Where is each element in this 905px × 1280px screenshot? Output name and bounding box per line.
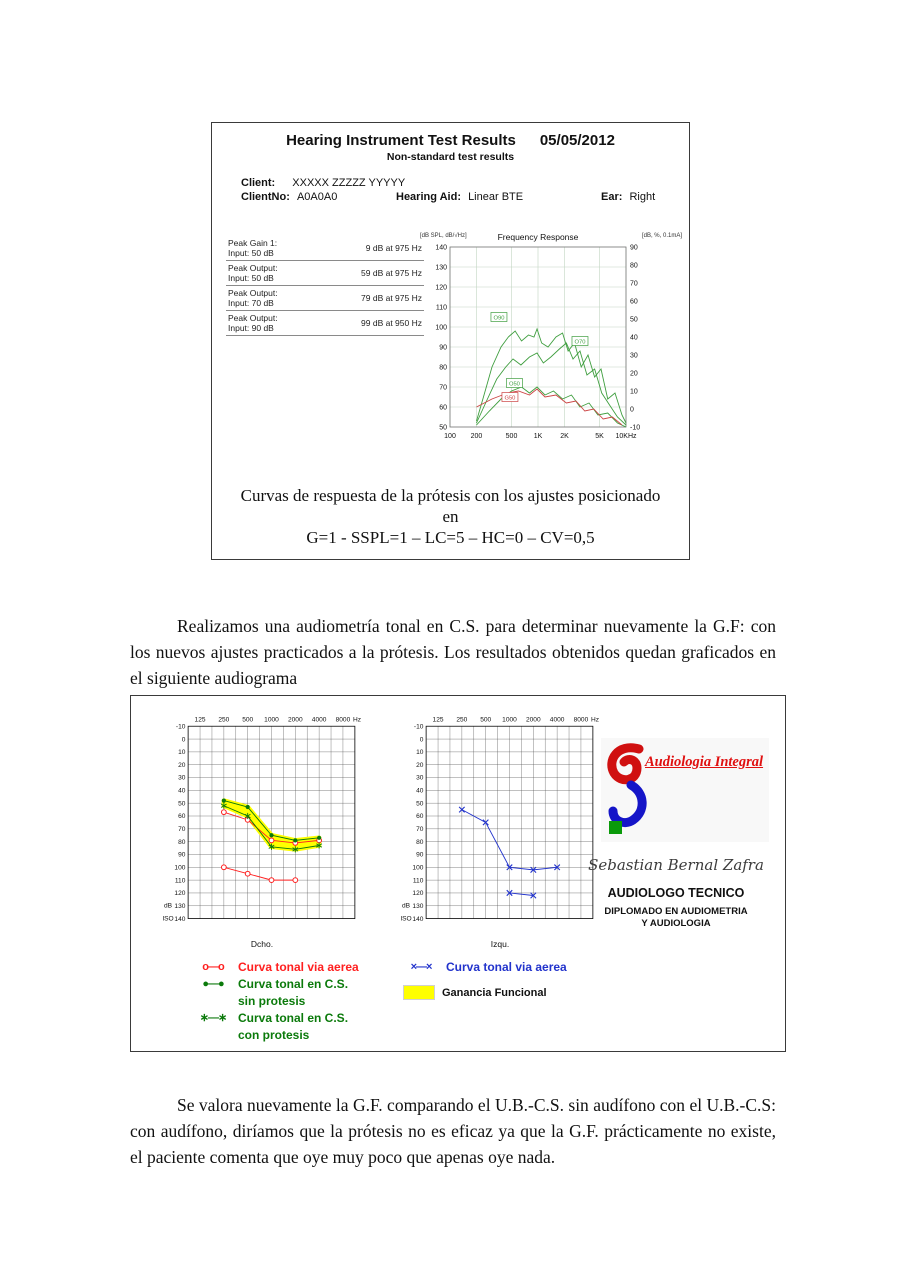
clientno-label: ClientNo: [241,191,290,203]
svg-text:[dB, %, 0.1mA]: [dB, %, 0.1mA] [641,233,682,239]
svg-text:140: 140 [174,915,186,923]
measurement-label: Peak Output: [228,313,278,323]
svg-text:1000: 1000 [502,716,517,724]
right-ear-caption: Dcho. [250,939,274,949]
svg-text:110: 110 [412,877,424,885]
svg-text:100: 100 [435,324,447,332]
svg-text:110: 110 [435,304,447,312]
paragraph-valoracion: Se valora nuevamente la G.F. comparando el U.B.-C.S. sin audífono con el U.B.-C.S: con audífono, diríamos que la prótesis no es eficaz ya que la G.F. prácticamente no existe, el paciente comenta que oye muy poco que apenas oye nada. [130,1095,776,1167]
svg-text:30: 30 [178,774,186,782]
hearing-aid-row [396,191,523,203]
svg-text:120: 120 [174,890,186,898]
legend-item-aerea-red [195,958,359,975]
svg-text:500: 500 [505,433,518,440]
svg-text:140: 140 [412,915,424,923]
caption-line: Curvas de respuesta de la prótesis con los ajustes posicionado [240,486,661,505]
svg-text:70: 70 [630,280,638,288]
svg-text:120: 120 [412,890,424,898]
legend-label: con protesis [238,1027,310,1042]
measurement-input: Input: 50 dB [228,273,274,283]
legend-item-cs-sin-line2 [195,992,359,1009]
measurement-row [226,311,424,336]
svg-text:110: 110 [174,877,186,885]
svg-text:30: 30 [630,352,638,360]
svg-text:130: 130 [412,902,424,910]
green-asterisk-marker-icon: ∗—∗ [199,1012,227,1024]
hearing-aid-value: Linear BTE [468,191,524,203]
legend-left-ear [403,958,567,1001]
svg-text:ISO: ISO [162,915,174,923]
svg-text:80: 80 [630,262,638,270]
svg-text:O90: O90 [493,315,505,322]
legend-item-cs-con-line2 [195,1026,359,1043]
measurement-label: Peak Gain 1: [228,238,278,248]
legend-label: Curva tonal via aerea [238,959,359,974]
svg-text:-10: -10 [630,424,641,432]
legend-label: Ganancia Funcional [442,986,547,999]
client-label: Client: [241,177,276,189]
svg-text:10: 10 [416,749,424,757]
legend-label: Curva tonal via aerea [446,959,567,974]
svg-text:60: 60 [439,404,447,412]
report-title: Hearing Instrument Test Results [286,132,516,149]
legend-item-cs-con [195,1009,359,1026]
svg-text:250: 250 [456,716,468,724]
legend-right-ear [195,958,359,1043]
svg-text:250: 250 [218,716,230,724]
measurement-input: Input: 70 dB [228,298,274,308]
report-title-row [212,132,689,149]
caption-line: G=1 - SSPL=1 – LC=5 – HC=0 – CV=0,5 [306,528,595,547]
svg-text:0: 0 [181,736,186,744]
svg-text:120: 120 [435,284,447,292]
audiologia-integral-logo [601,738,769,842]
svg-text:ISO: ISO [400,915,412,923]
diploma-line: Y AUDIOLOGIA [641,917,711,929]
clientno-row [241,191,337,203]
green-dot-marker-icon: ●—● [202,977,224,990]
svg-text:50: 50 [630,316,638,324]
svg-text:40: 40 [178,787,186,795]
measurement-input: Input: 50 dB [228,248,274,258]
client-row [241,177,405,189]
measurement-panel [226,236,424,336]
svg-text:dB: dB [401,902,411,910]
blue-x-marker-icon: ×—× [410,960,432,973]
svg-text:dB: dB [163,902,173,910]
measurement-label: Peak Output: [228,288,278,298]
svg-text:20: 20 [178,761,186,769]
clientno-value: A0A0A0 [296,191,338,203]
svg-text:140: 140 [435,244,447,252]
ear-row [601,191,655,203]
svg-text:10KHz: 10KHz [615,433,637,440]
report-subtitle: Non-standard test results [386,151,515,163]
diploma-line: DIPLOMADO EN AUDIOMETRIA [604,906,748,917]
svg-text:80: 80 [178,838,186,846]
report-caption [212,485,689,548]
ear-value: Right [629,191,656,203]
hearing-aid-label: Hearing Aid: [396,191,461,203]
legend-item-ganancia [403,984,567,1001]
audiogram-left-ear-chart [395,708,613,935]
audiogram-box [130,695,786,1052]
svg-text:60: 60 [416,813,424,821]
svg-text:80: 80 [416,838,424,846]
svg-text:60: 60 [630,298,638,306]
svg-text:-10: -10 [175,723,186,731]
svg-text:30: 30 [416,774,424,782]
svg-text:50: 50 [439,424,447,432]
hearing-test-report-box [211,122,690,560]
audiogram-right-ear-chart [157,708,375,935]
measurement-row [226,286,424,311]
svg-text:70: 70 [178,826,186,834]
svg-text:8000: 8000 [573,716,589,724]
svg-text:500: 500 [242,716,254,724]
svg-text:130: 130 [174,902,186,910]
svg-text:-10: -10 [413,723,424,731]
svg-text:1000: 1000 [264,716,279,724]
svg-text:0: 0 [419,736,424,744]
svg-text:90: 90 [439,344,447,352]
measurement-label: Peak Output: [228,263,278,273]
svg-text:80: 80 [439,364,447,372]
svg-text:100: 100 [412,864,424,872]
svg-text:O70: O70 [574,339,586,346]
client-value: XXXXX ZZZZZ YYYYY [292,177,406,189]
frequency-response-chart [420,229,682,444]
svg-text:130: 130 [435,264,447,272]
svg-text:G50: G50 [504,395,516,402]
yellow-swatch-icon [403,985,435,1000]
svg-text:50: 50 [178,800,186,808]
svg-text:0: 0 [630,406,634,414]
caption-line: en [442,507,459,526]
measurement-row [226,261,424,286]
svg-text:10: 10 [178,749,186,757]
report-date: 05/05/2012 [539,132,615,149]
logo-text: Audiologia Integral [645,754,764,770]
svg-text:4000: 4000 [549,716,565,724]
svg-text:2K: 2K [560,433,569,440]
legend-label: Curva tonal en C.S. [238,1010,349,1025]
measurement-value: 9 dB at 975 Hz [365,243,422,253]
measurement-value: 99 dB at 950 Hz [361,318,422,328]
svg-text:125: 125 [194,716,206,724]
svg-text:50: 50 [416,800,424,808]
svg-text:100: 100 [174,864,186,872]
svg-text:70: 70 [416,826,424,834]
svg-text:10: 10 [630,388,638,396]
svg-text:[dB SPL, dB/√Hz]: [dB SPL, dB/√Hz] [420,233,467,239]
svg-text:2000: 2000 [525,716,541,724]
svg-text:8000: 8000 [335,716,351,724]
svg-text:5K: 5K [595,433,604,440]
ear-label: Ear: [601,191,623,203]
logo-green-square [609,821,622,834]
measurement-input: Input: 90 dB [228,323,274,333]
svg-text:40: 40 [416,787,424,795]
svg-text:20: 20 [630,370,638,378]
legend-label: Curva tonal en C.S. [238,976,349,991]
svg-text:90: 90 [416,851,424,859]
ear-swirl-icon [603,741,651,839]
svg-text:Hz: Hz [353,716,362,724]
paragraph-audiometria: Realizamos una audiometría tonal en C.S. para determinar nuevamente la G.F: con los nuevos ajustes practicados a la prótesis. Los resultados obtenidos quedan graficados en el siguiente audiograma [130,616,776,688]
legend-item-aerea-blue [403,958,567,975]
measurement-value: 79 dB at 975 Hz [361,293,422,303]
svg-text:1K: 1K [533,433,543,440]
professional-diploma [583,906,769,929]
svg-text:Frequency Response: Frequency Response [497,232,579,242]
svg-text:500: 500 [480,716,492,724]
svg-text:200: 200 [470,433,483,440]
svg-text:100: 100 [444,433,456,440]
svg-text:60: 60 [178,813,186,821]
measurement-value: 59 dB at 975 Hz [361,268,422,278]
svg-text:70: 70 [439,384,447,392]
svg-text:Hz: Hz [591,716,600,724]
svg-text:90: 90 [630,244,638,252]
signature: Sebastian Bernal Zafra [588,856,764,874]
svg-text:O50: O50 [508,381,520,388]
svg-text:40: 40 [630,334,638,342]
svg-text:4000: 4000 [311,716,327,724]
legend-label: sin protesis [238,993,306,1008]
svg-text:2000: 2000 [287,716,303,724]
red-circle-marker-icon: o—o [202,960,224,973]
legend-item-cs-sin [195,975,359,992]
professional-title: AUDIOLOGO TECNICO [607,886,745,900]
svg-text:90: 90 [178,851,186,859]
svg-text:20: 20 [416,761,424,769]
measurement-row [226,236,424,261]
svg-text:125: 125 [432,716,444,724]
left-ear-caption: Izqu. [490,939,510,949]
